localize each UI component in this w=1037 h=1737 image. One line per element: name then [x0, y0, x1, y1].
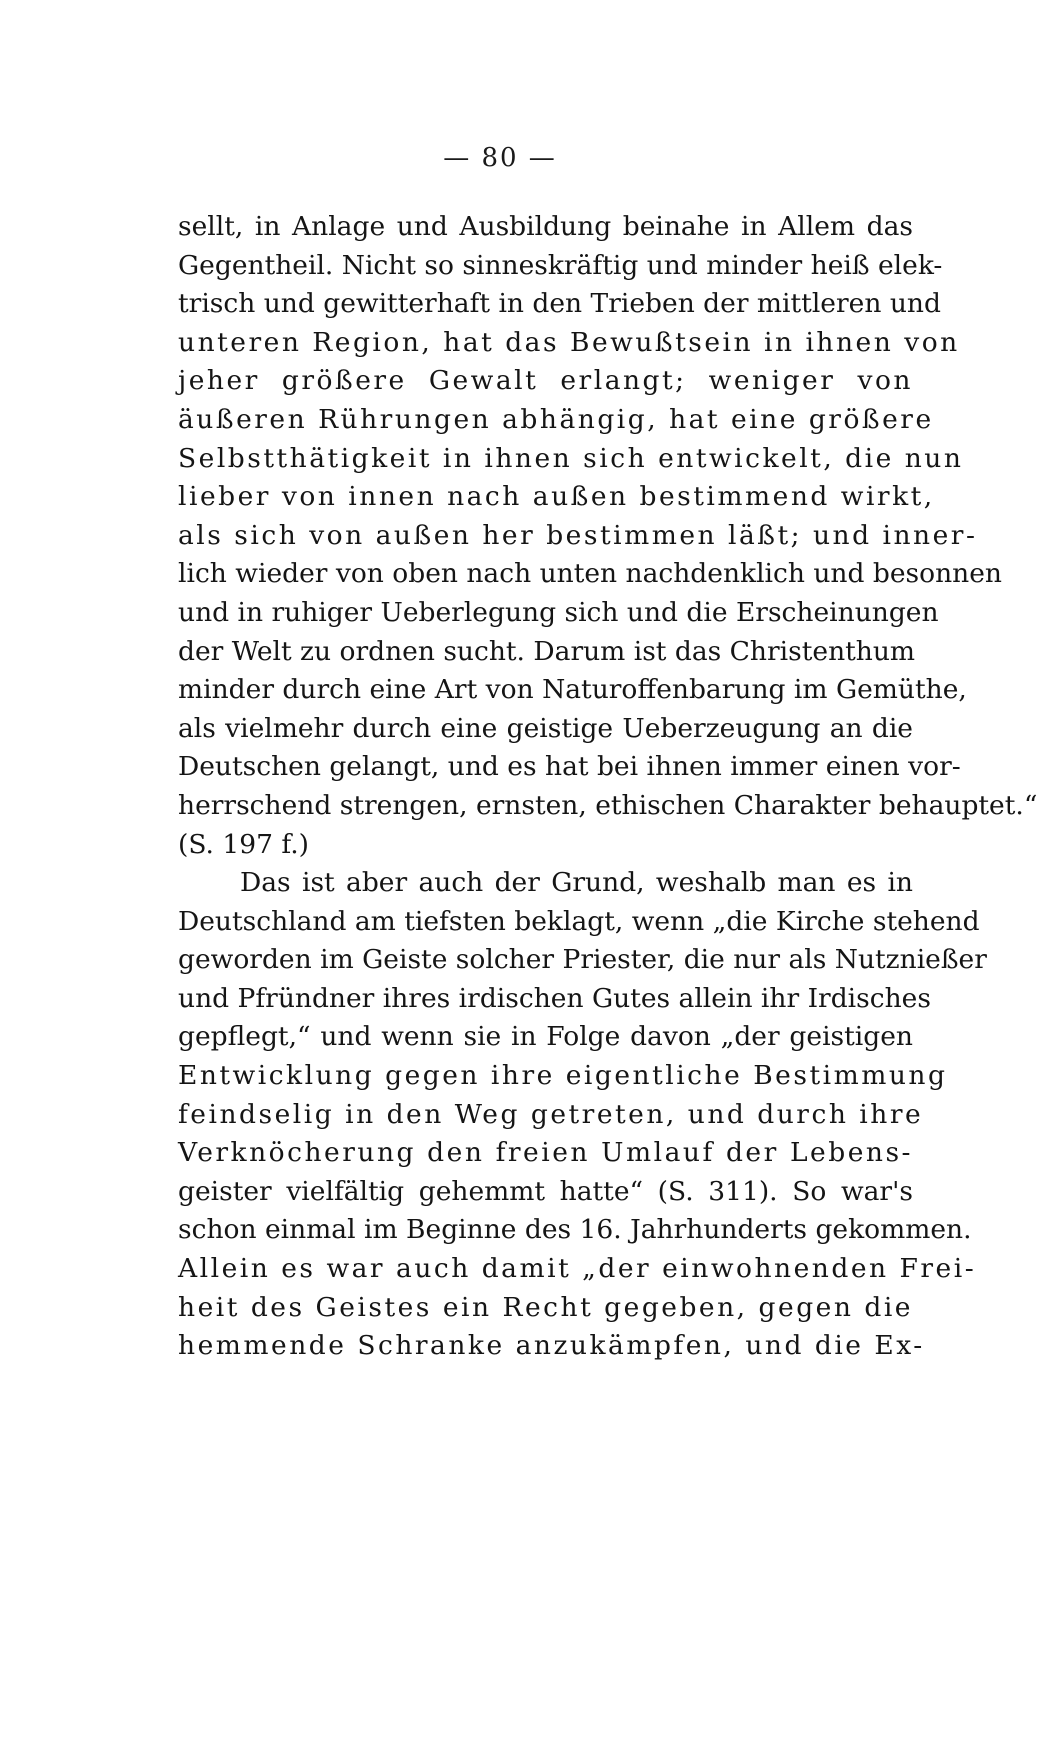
text-line: geworden im Geiste solcher Priester, die nur als Nutznießer: [178, 944, 987, 976]
text-line: Deutschen gelangt, und es hat bei ihnen immer einen vor-: [178, 751, 961, 783]
text-line: feindselig in den Weg getreten, und durch ihre: [178, 1098, 924, 1130]
text-line: jeher größere Gewalt erlangt; weniger von: [178, 365, 913, 397]
text-line: herrschend strengen, ernsten, ethischen Charakter behauptet.“: [178, 789, 1037, 821]
text-line: (S. 197 f.): [178, 828, 310, 860]
text-line: schon einmal im Beginne des 16. Jahrhunderts gekommen.: [178, 1214, 972, 1246]
text-line: äußeren Rührungen abhängig, hat eine größere: [178, 403, 934, 435]
body-text: [178, 208, 1037, 1366]
text-line: und Pfründner ihres irdischen Gutes allein ihr Irdisches: [178, 982, 931, 1014]
text-line: Verknöcherung den freien Umlauf der Lebens-: [178, 1137, 913, 1169]
page-number: — 80 —: [443, 143, 557, 173]
text-line: Das ist aber auch der Grund, weshalb man es in: [240, 867, 913, 899]
text-line: lieber von innen nach außen bestimmend wirkt,: [178, 481, 935, 513]
text-line: trisch und gewitterhaft in den Trieben der mittleren und: [178, 288, 941, 320]
text-line: und in ruhiger Ueberlegung sich und die Erscheinungen: [178, 596, 939, 628]
text-line: hemmende Schranke anzukämpfen, und die Ex-: [178, 1330, 925, 1362]
text-line: Allein es war auch damit „der einwohnenden Frei-: [178, 1253, 977, 1285]
text-line: sellt, in Anlage und Ausbildung beinahe in Allem das: [178, 211, 913, 242]
text-line: heit des Geistes ein Recht gegeben, gegen die: [178, 1291, 913, 1323]
text-line: geister vielfältig gehemmt hatte“ (S. 311). So war's: [178, 1175, 913, 1207]
text-line: Entwicklung gegen ihre eigentliche Bestimmung: [178, 1060, 948, 1092]
text-line: der Welt zu ordnen sucht. Darum ist das Christenthum: [178, 635, 916, 667]
text-line: als vielmehr durch eine geistige Ueberzeugung an die: [178, 712, 913, 744]
text-line: gepflegt,“ und wenn sie in Folge davon „der geistigen: [178, 1021, 913, 1053]
text-line: lich wieder von oben nach unten nachdenklich und besonnen: [178, 558, 1002, 590]
text-line: Deutschland am tiefsten beklagt, wenn „die Kirche stehend: [178, 905, 980, 937]
text-line: Selbstthätigkeit in ihnen sich entwickelt, die nun: [178, 442, 964, 474]
text-line: als sich von außen her bestimmen läßt; und inner-: [178, 519, 978, 551]
text-line: minder durch eine Art von Naturoffenbarung im Gemüthe,: [178, 674, 967, 706]
text-line: Gegentheil. Nicht so sinneskräftig und minder heiß elek-: [178, 249, 943, 281]
text-line: unteren Region, hat das Bewußtsein in ihnen von: [178, 326, 960, 358]
